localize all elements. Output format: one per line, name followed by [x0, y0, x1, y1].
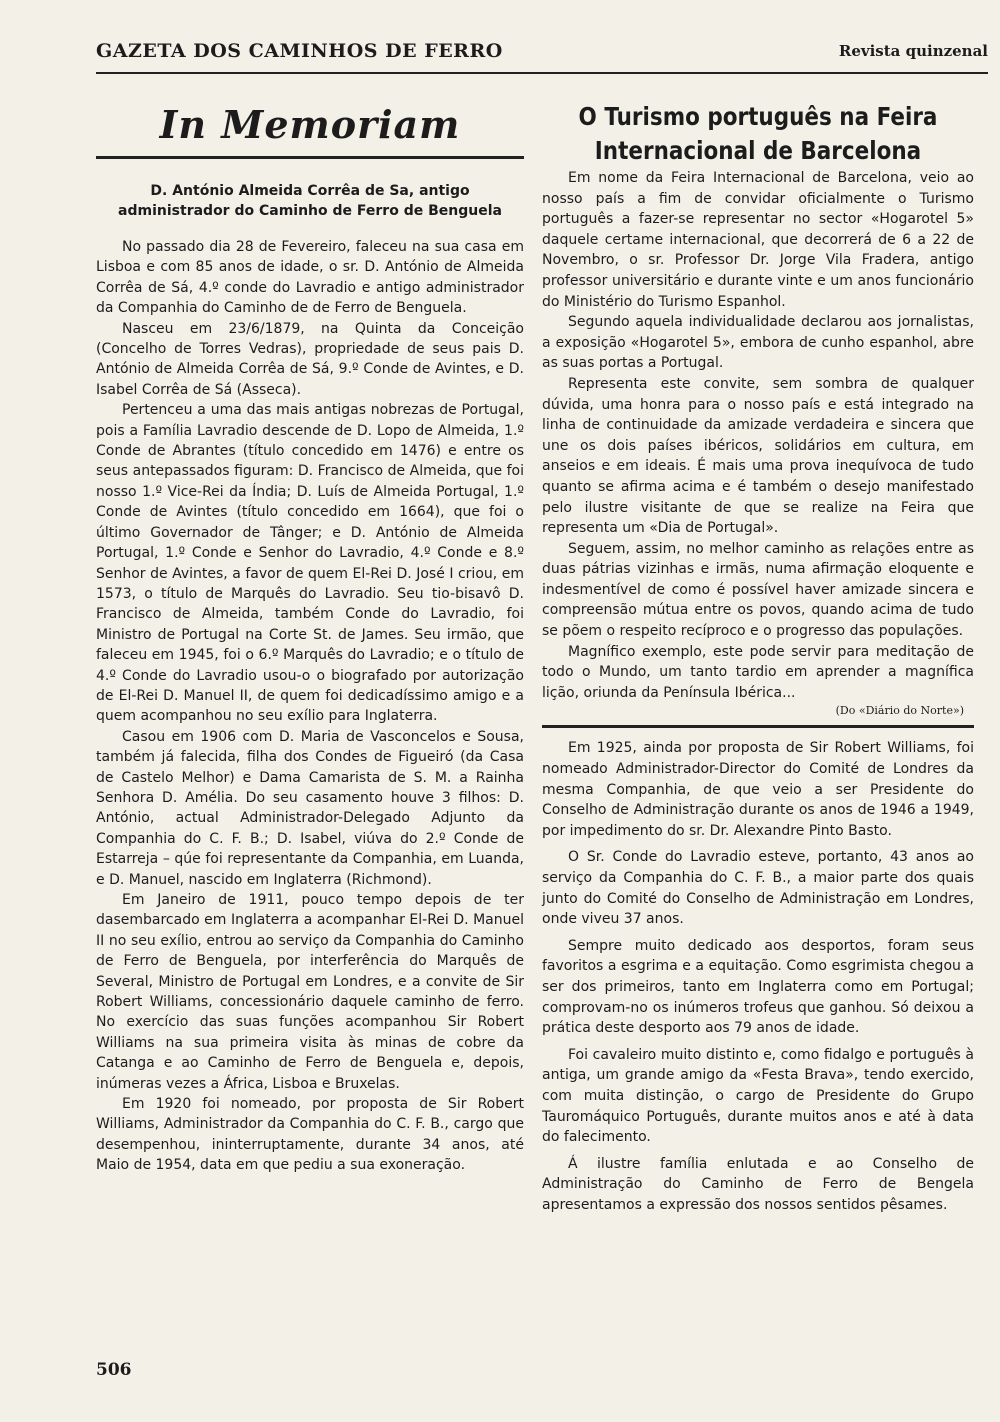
right-column — [542, 100, 974, 1216]
title-underline — [96, 156, 524, 159]
periodicity-label: Revista quinzenal — [838, 42, 988, 60]
obituary-body — [96, 237, 524, 1176]
turismo-title-line-2: Internacional de Barcelona — [594, 136, 922, 165]
memoriam-title: In Memoriam — [159, 102, 461, 147]
obituary-continuation — [542, 738, 974, 1215]
obituary-paragraph: Em 1920 foi nomeado, por proposta de Sir Robert Williams, Administrador da Companhia do C. F. B., cargo que desempenhou, ininterruptamente, durante 34 anos, até Maio de 1954, data em que pediu a sua exoneração. — [96, 1096, 524, 1174]
turismo-article-title — [572, 100, 944, 168]
obituary-paragraph: Nasceu em 23/6/1879, na Quinta da Conceição (Concelho de Torres Vedras), propriedade de seus pais D. António de Almeida Corrêa de Sá, 9.º Conde de Avintes, e D. Isabel Corrêa de Sá (Asseca). — [96, 320, 524, 398]
turismo-paragraph: Em nome da Feira Internacional de Barcelona, veio ao nosso país a fim de convidar oficialmente o Turismo português a fazer-se representar no sector «Hogarotel 5» daquele certame internacional, que decorrerá de 6 a 22 de Novembro, o sr. Professor Dr. Jorge Vila Fradera, antigo professor universitário e durante vinte e um anos funcionário do Ministério do Turismo Espanhol. — [542, 170, 974, 310]
turismo-paragraph: Magnífico exemplo, este pode servir para meditação de todo o Mundo, um tanto tardio em aprender a magnífica lição, oriunda da Península Ibérica... — [542, 643, 974, 701]
obituary-paragraph: Á ilustre família enlutada e ao Conselho de Administração do Caminho de Ferro de Bengela apresentamos a expressão dos nossos sentidos pêsames. — [542, 1155, 974, 1213]
left-column — [96, 100, 524, 1176]
obituary-subtitle: D. António Almeida Corrêa de Sa, antigo administrador do Caminho de Ferro de Benguela — [118, 183, 502, 219]
obituary-paragraph: Pertenceu a uma das mais antigas nobrezas de Portugal, pois a Família Lavradio descende de D. Lopo de Almeida, 1.º Conde de Abrantes (título concedido em 1476) e entre os seus antepassados figuram: D. Francisco de Almeida, que foi nosso 1.º Vice-Rei da Índia; D. Luís de Almeida Portugal, 1.º Conde de Avintes (título concedido em 1664), que foi o último Governador de Tânger; e D. António de Almeida Portugal, 1.º Conde e Senhor do Lavradio, 4.º Conde e 8.º Senhor de Avintes, a favor de quem El-Rei D. José I criou, em 1573, o título de Marquês do Lavradio. Seu tio-bisavô D. Francisco de Almeida, também Conde do Lavradio, foi Ministro de Portugal na Corte St. de James. Seu irmão, que faleceu em 1945, foi o 6.º Marquês do Lavradio; e o título de 4.º Conde do Lavradio usou-o o biografado por autorização de El-Rei D. Manuel II, de quem foi dedicadíssimo amigo e a quem acompanhou no seu exílio para Inglaterra. — [96, 402, 524, 725]
turismo-paragraph: Representa este convite, sem sombra de qualquer dúvida, uma honra para o nosso país e está integrado na linha de continuidade da amizade verdadeira e sincera que une os dois países ibéricos, solidários em cultura, em anseios e em ideais. É mais uma prova inequívoca de tudo quanto se afirma acima e é também o desejo manifestado pelo ilustre visitante de que se realize na Feira que representa um «Dia de Portugal». — [542, 375, 974, 537]
obituary-paragraph: Foi cavaleiro muito distinto e, como fidalgo e português à antiga, um grande amigo da «Festa Brava», tendo exercido, com muita distinção, o cargo de Presidente do Grupo Tauromáquico Português, durante muitos anos e até à data do falecimento. — [542, 1046, 974, 1146]
article-source: (Do «Diário do Norte») — [835, 704, 964, 718]
obituary-paragraph: Sempre muito dedicado aos desportos, foram seus favoritos a esgrima e a equitação. Como esgrimista chegou a ser dos primeiros, tanto em Inglaterra como em Portugal; comprovam-no os inúmeros trofeus que ganhou. Só deixou a prática deste desporto aos 79 anos de idade. — [542, 937, 974, 1037]
obituary-paragraph: O Sr. Conde do Lavradio esteve, portanto, 43 anos ao serviço da Companhia do C. F. B., a maior parte dos quais junto do Comité do Conselho de Administração em Londres, onde viveu 37 anos. — [542, 849, 974, 928]
obituary-paragraph: Em Janeiro de 1911, pouco tempo depois de ter dasembarcado em Inglaterra a acompanhar El-Rei D. Manuel II no seu exílio, entrou ao serviço da Companhia do Caminho de Ferro de Benguela, por interferência do Marquês de Several, Ministro de Portugal em Londres, e a convite de Sir Robert Williams, concessionário daquele caminho de ferro. No exercício das suas funções acompanhou Sir Robert Williams na sua primeira visita às minas de cobre da Catanga e ao Caminho de Ferro de Benguela e, depois, inúmeras vezes a África, Lisboa e Bruxelas. — [96, 892, 524, 1092]
turismo-paragraph: Seguem, assim, no melhor caminho as relações entre as duas pátrias vizinhas e irmãs, numa afirmação eloquente e indesmentível de como é possível haver amizade sincera e compreensão mútua entre os povos, quando acima de tudo se põem o respeito recíproco e o progresso das populações. — [542, 540, 974, 640]
obituary-paragraph: No passado dia 28 de Fevereiro, faleceu na sua casa em Lisboa e com 85 anos de idade, o sr. D. António de Almeida Corrêa de Sá, 4.º conde do Lavradio e antigo administrador da Companhia do Caminho de de Ferro de Benguela. — [96, 239, 524, 317]
turismo-title-line-1: O Turismo português na Feira — [578, 102, 938, 131]
article-divider — [542, 725, 974, 728]
journal-title: GAZETA DOS CAMINHOS DE FERRO — [96, 40, 503, 62]
turismo-article-body — [542, 168, 974, 703]
turismo-paragraph: Segundo aquela individualidade declarou aos jornalistas, a exposição «Hogarotel 5», embora de cunho espanhol, abre as suas portas a Portugal. — [542, 314, 974, 372]
obituary-paragraph: Casou em 1906 com D. Maria de Vasconcelos e Sousa, também já falecida, filha dos Condes de Figueiró (da Casa de Castelo Melhor) e Dama Camarista de S. M. a Rainha Senhora D. Amélia. Do seu casamento houve 3 filhos: D. António, actual Administrador-Delegado Adjunto da Companhia do C. F. B.; D. Isabel, viúva do 2.º Conde de Estarreja – qúe foi representante da Companhia, em Luanda, e D. Manuel, nascido em Inglaterra (Richmond). — [96, 728, 524, 888]
running-header — [96, 36, 988, 74]
obituary-paragraph: Em 1925, ainda por proposta de Sir Robert Williams, foi nomeado Administrador-Director do Comité de Londres da mesma Companhia, de que veio a ser Presidente do Conselho de Administração durante os anos de 1946 a 1949, por impedimento do sr. Dr. Alexandre Pinto Basto. — [542, 740, 974, 839]
page-number: 506 — [96, 1360, 132, 1380]
